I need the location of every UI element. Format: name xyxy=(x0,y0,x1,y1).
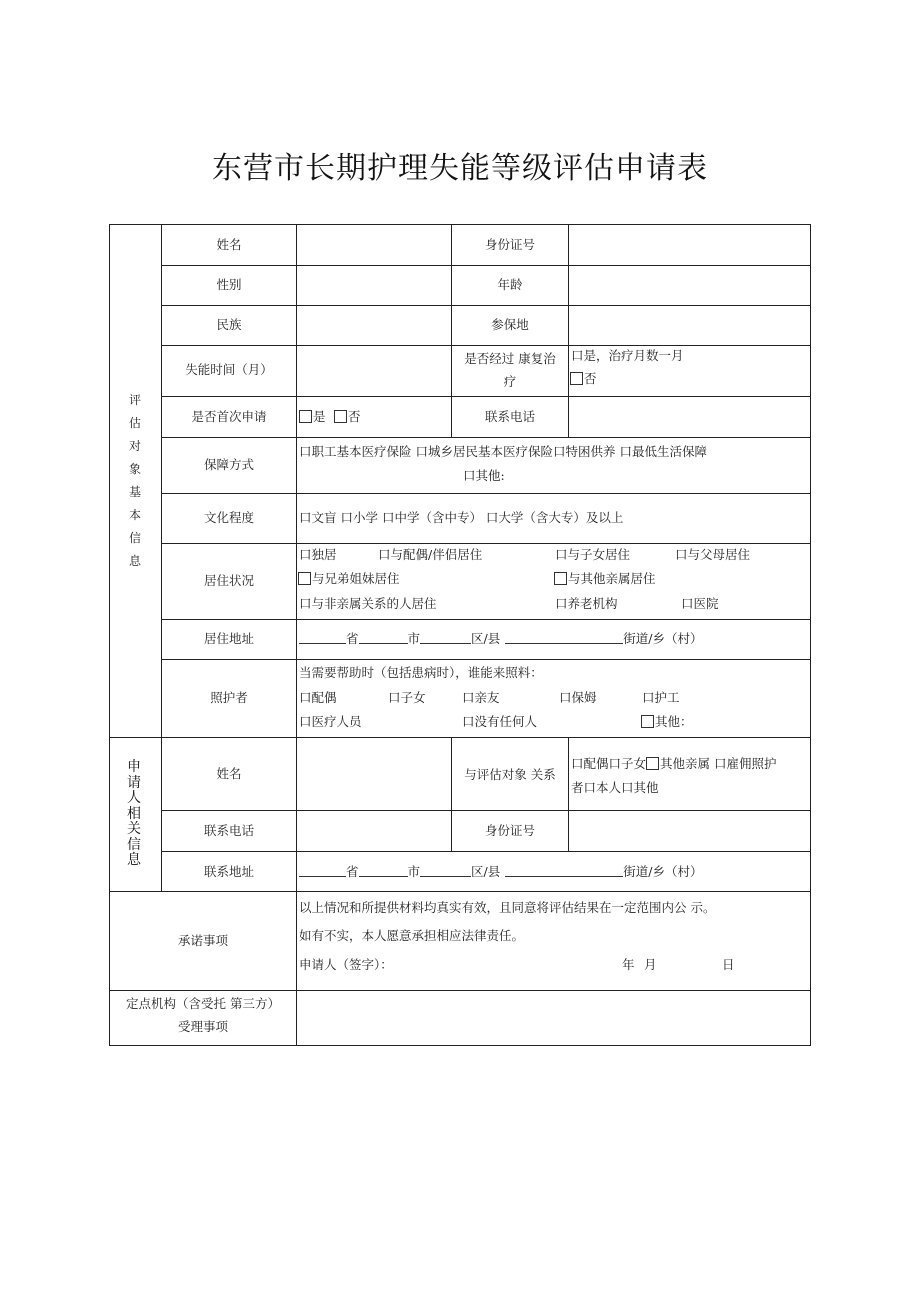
blank-line[interactable] xyxy=(505,864,623,877)
province-label: 省 xyxy=(346,864,359,879)
signature-label: 申请人（签字）： xyxy=(299,957,393,972)
institution-label-cont: 受理事项 xyxy=(177,1019,228,1034)
name-label: 姓名 xyxy=(216,237,242,252)
row-line xyxy=(161,437,811,438)
city-label: 市 xyxy=(407,631,421,646)
applicant-address-label: 联系地址 xyxy=(203,864,254,879)
street-label: 街道/乡（村） xyxy=(623,631,703,646)
relation-options-b: 其他亲属 口雇佣照护 xyxy=(660,756,777,771)
residence-relatives-label: 与其他亲属居住 xyxy=(568,571,656,586)
caregiver-children-option[interactable]: 口子女 xyxy=(388,690,426,705)
row-line xyxy=(161,493,811,494)
row-line xyxy=(161,345,811,346)
disability-time-label: 失能时间（月） xyxy=(185,362,273,377)
checkbox-icon[interactable] xyxy=(646,757,659,770)
province-label: 省 xyxy=(346,631,359,646)
column-line xyxy=(568,224,569,437)
residence-address-field[interactable] xyxy=(299,631,702,647)
date-month-label: 月 xyxy=(644,957,657,972)
row-line xyxy=(161,396,811,397)
district-label: 区/县 xyxy=(471,864,501,879)
phone-label: 联系电话 xyxy=(484,409,535,424)
commitment-liability: 如有不实，本人愿意承担相应法律责任。 xyxy=(299,928,525,943)
residence-nursing-home-option[interactable]: 口养老机构 xyxy=(555,596,618,611)
education-label: 文化程度 xyxy=(203,510,254,525)
residence-parents-option[interactable]: 口与父母居住 xyxy=(675,547,751,562)
caregiver-other-option[interactable] xyxy=(641,714,693,730)
table-border-right xyxy=(810,224,811,1046)
residence-alone-option[interactable]: 口独居 xyxy=(299,547,337,562)
checkbox-icon[interactable] xyxy=(298,572,311,585)
ethnicity-label: 民族 xyxy=(216,317,242,332)
rehab-label: 是否经过 康复治 xyxy=(464,351,556,366)
checkbox-icon[interactable] xyxy=(334,410,347,423)
commitment-statement: 以上情况和所提供材料均真实有效，且同意将评估结果在一定范围内公 示。 xyxy=(299,900,716,915)
caregiver-question: 当需要帮助时（包括患病时），谁能来照料： xyxy=(299,665,543,680)
blank-line[interactable] xyxy=(299,631,346,644)
applicant-name-label: 姓名 xyxy=(216,766,242,781)
insurance-type-label: 保障方式 xyxy=(203,457,254,472)
residence-status-label: 居住状况 xyxy=(203,573,254,588)
city-label: 市 xyxy=(407,864,421,879)
section-divider xyxy=(109,737,811,738)
checkbox-icon[interactable] xyxy=(299,410,312,423)
page-title: 东营市长期护理失能等级评估申请表 xyxy=(212,151,708,186)
section-divider xyxy=(109,990,811,991)
institution-label: 定点机构（含受托 第三方） xyxy=(126,996,280,1011)
column-line xyxy=(568,737,569,851)
applicant-relation-options-cont[interactable]: 者口本人口其他 xyxy=(571,780,659,795)
table-border-left xyxy=(109,224,110,1046)
applicant-id-label: 身份证号 xyxy=(484,823,535,838)
checkbox-icon[interactable] xyxy=(554,572,567,585)
row-line xyxy=(161,810,811,811)
caregiver-spouse-option[interactable]: 口配偶 xyxy=(299,690,337,705)
caregiver-medical-option[interactable]: 口医疗人员 xyxy=(299,714,362,729)
rehab-no-option[interactable] xyxy=(570,371,597,387)
row-line xyxy=(161,659,811,660)
caregiver-label: 照护者 xyxy=(210,690,248,705)
caregiver-other-label: 其他： xyxy=(655,714,693,729)
insured-place-label: 参保地 xyxy=(491,317,529,332)
age-label: 年龄 xyxy=(497,277,523,292)
section-label-subject-info: 评估对象基本信息 xyxy=(128,393,141,568)
row-line xyxy=(161,543,811,544)
residence-siblings-option[interactable] xyxy=(298,571,400,587)
residence-non-relatives-option[interactable]: 口与非亲属关系的人居住 xyxy=(299,596,437,611)
applicant-relation-options[interactable] xyxy=(571,756,777,772)
rehab-no-label: 否 xyxy=(584,371,597,386)
district-label: 区/县 xyxy=(471,631,501,646)
residence-hospital-option[interactable]: 口医院 xyxy=(681,596,719,611)
residence-spouse-option[interactable]: 口与配偶/伴侣居住 xyxy=(378,547,483,562)
caregiver-relatives-option[interactable]: 口亲友 xyxy=(462,690,500,705)
caregiver-nobody-option[interactable]: 口没有任何人 xyxy=(462,714,538,729)
row-line xyxy=(161,619,811,620)
first-application-no-label: 否 xyxy=(348,409,361,424)
applicant-relation-label: 与评估对象 关系 xyxy=(464,767,556,782)
date-year-label: 年 xyxy=(622,957,635,972)
first-application-yes-option[interactable] xyxy=(299,409,326,425)
checkbox-icon[interactable] xyxy=(641,715,654,728)
section-divider xyxy=(109,891,811,892)
blank-line[interactable] xyxy=(420,631,471,644)
table-border-top xyxy=(109,224,811,225)
commitment-label: 承诺事项 xyxy=(177,933,228,948)
rehab-yes-option[interactable]: 口是，治疗月数一月 xyxy=(571,348,684,363)
blank-line[interactable] xyxy=(359,864,408,877)
education-options[interactable]: 口文盲 口小学 口中学（含中专） 口大学（含大专）及以上 xyxy=(299,510,624,525)
residence-siblings-label: 与兄弟姐妹居住 xyxy=(312,571,400,586)
blank-line[interactable] xyxy=(420,864,471,877)
insurance-other-option[interactable]: 口其他: xyxy=(463,468,505,483)
blank-line[interactable] xyxy=(359,631,408,644)
row-line xyxy=(161,265,811,266)
column-line xyxy=(296,224,297,1046)
first-application-yes-label: 是 xyxy=(313,409,326,424)
table-border-bottom xyxy=(109,1045,811,1046)
residence-address-label: 居住地址 xyxy=(203,631,254,646)
rehab-label-cont: 疗 xyxy=(503,374,517,389)
date-day-label: 日 xyxy=(722,957,735,972)
applicant-phone-label: 联系电话 xyxy=(203,823,254,838)
blank-line[interactable] xyxy=(299,864,346,877)
gender-label: 性别 xyxy=(216,277,242,292)
insurance-options[interactable]: 口职工基本医疗保险 口城乡居民基本医疗保险口特困供养 口最低生活保障 xyxy=(299,444,707,459)
first-application-no-option[interactable] xyxy=(334,409,361,425)
checkbox-icon[interactable] xyxy=(570,372,583,385)
relation-options-a: 口配偶口子女 xyxy=(571,756,647,771)
row-line xyxy=(161,851,811,852)
residence-children-option[interactable]: 口与子女居住 xyxy=(555,547,631,562)
residence-relatives-option[interactable] xyxy=(554,571,656,587)
row-line xyxy=(161,305,811,306)
section-label-applicant-info: 申请人相关信息 xyxy=(127,759,141,868)
blank-line[interactable] xyxy=(505,631,623,644)
applicant-address-field[interactable] xyxy=(299,864,702,880)
street-label: 街道/乡（村） xyxy=(623,864,703,879)
first-application-label: 是否首次申请 xyxy=(191,409,267,424)
caregiver-nurse-option[interactable]: 口护工 xyxy=(642,690,680,705)
id-number-label: 身份证号 xyxy=(484,237,535,252)
caregiver-nanny-option[interactable]: 口保姆 xyxy=(559,690,597,705)
